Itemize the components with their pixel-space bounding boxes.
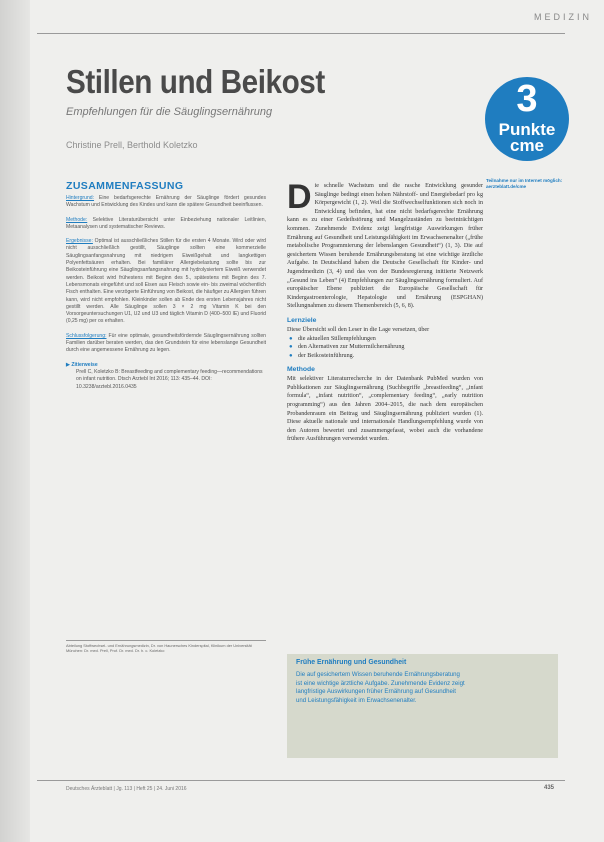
summary-paragraph [66,217,266,232]
summary-label: Schlussfolgerung: [66,332,107,339]
methods-text: Mit selektiver Literaturrecherche in der Datenbank PubMed wurden von Publikationen zur Säuglingsernährung (Suchbegriffe „breastfeeding“, „infant formula“, „infant nutrition“, „complementary feeding“, „early nutrition programming“) aus den Jahren 2004–2015, die nach dem europäischen Probandenraum ein Beitrag und Säuglingsernährung publiziert wurden (1). Diese aktuelle nationale und internationale Handlungsempfehlung wurde von den Autoren bewertet und zusammengefasst, wobei auch die vorhandene frühere Ausführungen verwendet wurden. [287,376,483,443]
summary-paragraph [66,333,266,355]
summary-text: Selektive Literaturübersicht unter Einbeziehung nationaler Leitlinien, Metaanalysen und systematischer Reviews. [66,216,266,230]
main-text-column [287,178,483,444]
info-box-text: Die auf gesichertem Wissen beruhende Ernährungsberatung ist eine wichtige ärztliche Aufgabe. Zunehmende Evidenz zeigt langfristige Auswirkungen früher Ernährung auf Gesundheit und Leistungsfähigkeit im Erwachsenenalter. [296,671,465,704]
cme-points-number: 3 [516,78,538,120]
affiliation-footnote: Abteilung Stoffwechsel- und Ernährungsmedizin, Dr. von Haunersches Kinderspital, Klinikum der Universität München: Dr. med. Prell, Prof. Dr. med. Dr. h. c. Koletzko [66,643,252,654]
cme-note: Teilnahme nur im Internet möglich: aerzteblatt.de/cme [486,178,563,190]
summary-text: Optimal ist ausschließliches Stillen für die ersten 4 Monate. Wird oder wird nicht ausschließlich gestillt, Säuglinge sollten eine kommerzielle Säuglingsanfangsnahrung mit niedrigem Eiweißgehalt und langkettigen Polyenfettsäuren erhalten. Bei familiärer Allergiebelastung sollte bis zur Beikosteinführung eine Säuglingsanfangsnahrung mit hydrolysiertem Eiweiß verwendet werden. Beikost wird frühestens mit Beginn des 5., spätestens mit Beginn des 7. Lebensmonats eingeführt und soll Eisen aus Fleisch sowie ein- bis zweimal wöchentlich Fisch enthalten. Eine verzögerte Einführung von Beikost, die häufiger zu Allergien führen kann, wird nicht empfohlen. Kleinkinder sollen ab Ende des ersten Lebensjahres nicht gestillt werden. Alle Säuglinge sollen 3 × 2 mg Vitamin K bei den Vorsorgeuntersuchungen U1, U2 und U3 und täglich Vitamin D (400–500 IE) und Fluorid (0,25 mg) per os erhalten. [66,238,266,325]
cme-label: cme [509,136,545,155]
bullet-icon: ● [289,335,293,342]
footer-rule [37,780,565,781]
methods-heading: Methode [287,366,315,374]
page-number: 435 [544,785,555,791]
bullet-icon: ● [289,352,293,359]
citation-label: Zitierweise [71,361,98,368]
cme-points-label: Punkte [498,120,556,139]
summary-text: Für eine optimale, gesundheitsfördernde Säuglingsernährung sollten Familien darüber beraten werden, das den Grundstein für eine lebenslange Gesundheit durch eine angemessene Ernährung zu legen. [66,332,266,354]
summary-text: Eine bedarfsgerechte Ernährung der Säuglinge fördert gesundes Wachstum und Entwicklung des Kindes und kann die spätere Gesundheit beeinflussen. [66,195,266,209]
article-title: Stillen und Beikost [66,63,325,100]
article-authors: Christine Prell, Berthold Koletzko [66,140,198,150]
goals-heading: Lernziele [287,316,317,324]
citation-text: Prell C, Koletzko B: Breastfeeding and complementary feeding—recommendations on infant nutrition. Dtsch Arztebl Int 2016; 113: 435–44. DOI: 10.3238/arztebl.2016.0435 [76,368,263,390]
goal-item: ● die aktuellen Stillempfehlungen [289,335,376,342]
section-label: MEDIZIN [534,12,592,22]
info-box-heading: Frühe Ernährung und Gesundheit [296,659,407,666]
goals-list [287,335,483,361]
summary-paragraph [66,238,266,326]
citation-block [66,362,266,391]
binding-shadow [0,0,30,842]
goal-item: ● der Beikosteinführung. [289,352,355,359]
bullet-icon: ● [289,344,293,351]
citation-heading: ▶ Zitierweise [66,361,98,368]
summary-label: Hintergrund: [66,195,95,201]
cme-points-badge [485,77,569,161]
goals-intro: Diese Übersicht soll den Leser in die Lage versetzen, über [287,326,430,333]
summary-column [66,180,266,391]
intro-text: ie schnelle Wachstum und die rasche Entwicklung gesunder Säuglinge bedingt einen hohen Nährstoff- und Energiebedarf pro kg Körpergewicht (1, 2). Weil die Stoffwechselfunktionen sich noch in Entwicklung befinden, hat eine nicht bedarfsgerechte Ernährung kann es zu einer Gedeihstörung und Mangelzuständen zu beeinträchtigen kommen. Zunehmende Evidenz zeigt langfristige Auswirkungen früher Ernährung auf Gesundheit und Leistungsfähigkeit im Erwachsenenalter („frühe metabolische Programmierung der lebenslangen Gesundheit“) (1, 3). Die auf gesichertem Wissen beruhende Ernährungsberatung ist eine wichtige ärztliche Aufgabe. In Deutschland haben die Deutsche Gesellschaft für Kinder- und Jugendmedizin (3, 4) und das von der Bundesregierung initiierte Netzwerk „Gesund ins Leben“ (4) Empfehlungen zur Säuglingsernährung formuliert. Auf europäischer Ebene publiziert die Europäische Gesellschaft für Kindergastroenterologie, Hepatologie und Ernährung (ESPGHAN) Stellungnahmen zu diesem Themenbereich (5, 6, 8). [287,183,483,310]
drop-cap: D [287,178,312,216]
footnote-rule [66,640,266,641]
header-rule [37,33,565,34]
info-box [287,654,558,758]
summary-paragraph [66,195,266,210]
article-subtitle: Empfehlungen für die Säuglingsernährung [66,106,273,118]
summary-label: Methode: [66,216,88,223]
journal-footer: Deutsches Ärzteblatt | Jg. 113 | Heft 25 | 24. Juni 2016 [66,786,187,792]
summary-heading: ZUSAMMENFASSUNG [66,180,184,192]
goal-item: ● den Alternativen zur Muttermilchernährung [289,344,405,351]
summary-label: Ergebnisse: [66,238,93,245]
